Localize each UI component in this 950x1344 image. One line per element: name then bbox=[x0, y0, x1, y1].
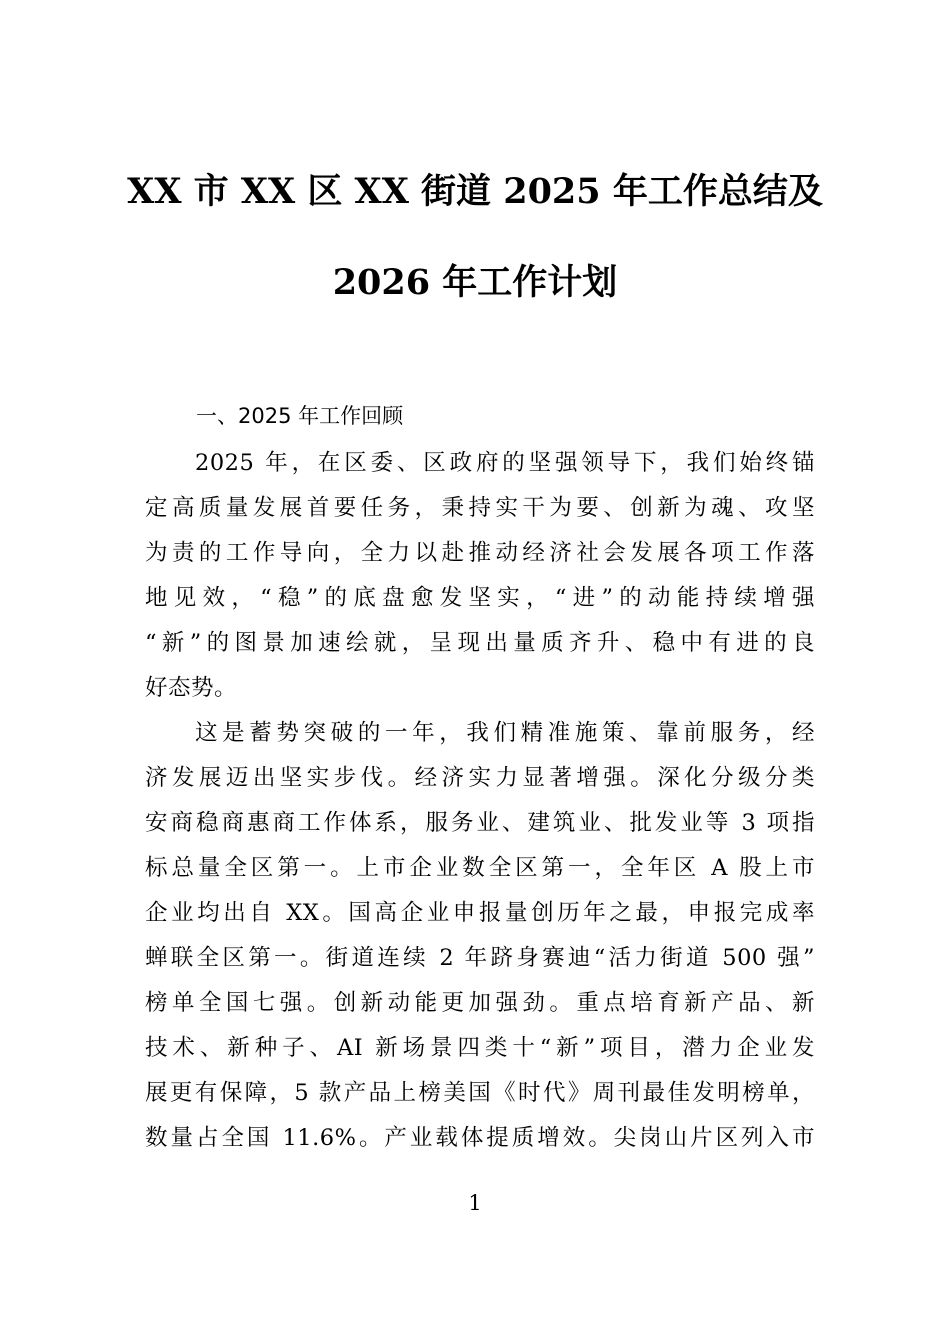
paragraph-line: 为责的工作导向，全力以赴推动经济社会发展各项工作落 bbox=[145, 540, 815, 566]
paragraph-line: “新”的图景加速绘就，呈现出量质齐升、稳中有进的良 bbox=[145, 630, 815, 656]
paragraph-line: 榜单全国七强。创新动能更加强劲。重点培育新产品、新 bbox=[145, 990, 815, 1016]
paragraph-2 bbox=[145, 711, 815, 1161]
paragraph-line: 蝉联全区第一。街道连续 2 年跻身赛迪“活力街道 500 强” bbox=[145, 945, 815, 971]
title-line-2: 2026 年工作计划 bbox=[332, 262, 618, 303]
paragraph-line: 企业均出自 XX。国高企业申报量创历年之最，申报完成率 bbox=[145, 900, 815, 926]
document-body bbox=[145, 441, 815, 1161]
document-title bbox=[0, 168, 950, 350]
paragraph-line: 济发展迈出坚实步伐。经济实力显著增强。深化分级分类 bbox=[145, 765, 815, 791]
paragraph-line: 2025 年，在区委、区政府的坚强领导下，我们始终锚 bbox=[195, 450, 815, 476]
paragraph-1 bbox=[145, 441, 815, 711]
paragraph-line: 标总量全区第一。上市企业数全区第一，全年区 A 股上市 bbox=[145, 855, 815, 881]
paragraph-line: 地见效，“稳”的底盘愈发坚实，“进”的动能持续增强 bbox=[145, 585, 815, 611]
paragraph-line: 安商稳商惠商工作体系，服务业、建筑业、批发业等 3 项指 bbox=[145, 810, 815, 836]
paragraph-line: 定高质量发展首要任务，秉持实干为要、创新为魂、攻坚 bbox=[145, 495, 815, 521]
paragraph-line: 技术、新种子、AI 新场景四类十“新”项目，潜力企业发 bbox=[145, 1035, 815, 1061]
section-heading: 一、2025 年工作回顾 bbox=[196, 404, 404, 428]
title-line-1: XX 市 XX 区 XX 街道 2025 年工作总结及 bbox=[127, 171, 823, 212]
paragraph-line: 数量占全国 11.6%。产业载体提质增效。尖岗山片区列入市 bbox=[145, 1125, 815, 1151]
page-number: 1 bbox=[468, 1191, 482, 1215]
paragraph-line: 这是蓄势突破的一年，我们精准施策、靠前服务，经 bbox=[195, 720, 815, 746]
paragraph-line: 展更有保障，5 款产品上榜美国《时代》周刊最佳发明榜单， bbox=[145, 1080, 815, 1106]
paragraph-line: 好态势。 bbox=[145, 675, 238, 701]
